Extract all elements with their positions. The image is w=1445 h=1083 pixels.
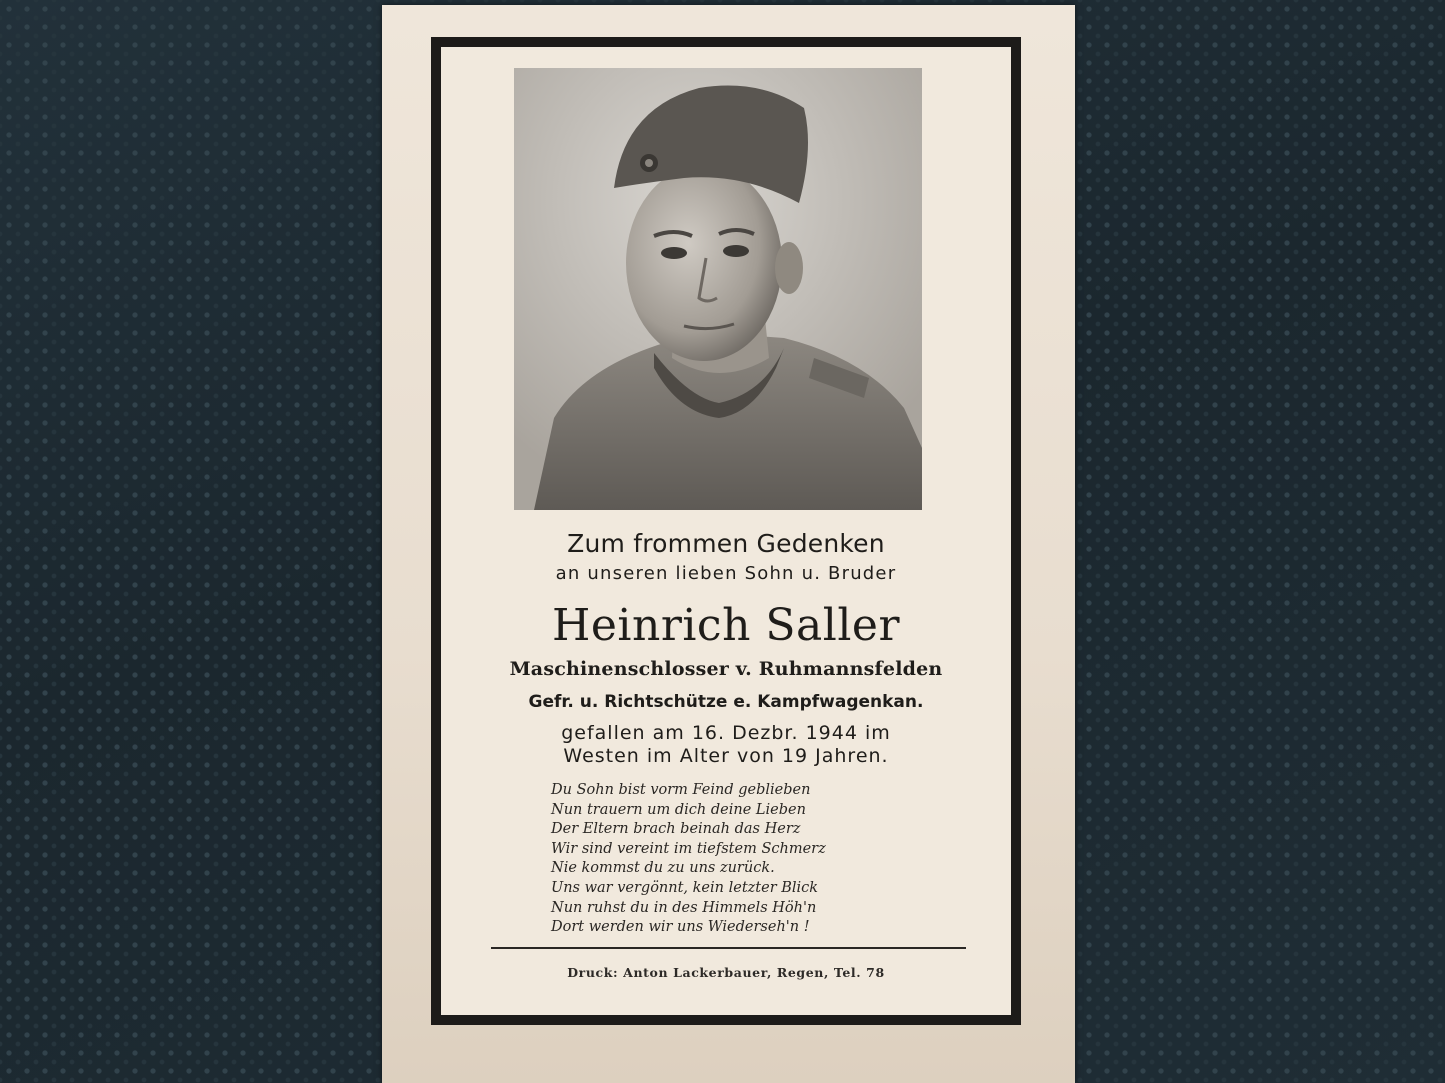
portrait-illustration: [514, 68, 922, 510]
black-mourning-border: [431, 37, 1021, 1025]
deceased-name: Heinrich Saller: [552, 600, 900, 651]
memorial-card: [382, 5, 1075, 1083]
death-line-1: gefallen am 16. Dezbr. 1944 im: [561, 722, 891, 744]
soldier-portrait-photo: [514, 68, 922, 510]
rank-line: Gefr. u. Richtschütze e. Kampfwagenkan.: [528, 692, 924, 712]
subheading: an unseren lieben Sohn u. Bruder: [555, 563, 897, 584]
heading: Zum frommen Gedenken: [567, 529, 885, 558]
poem-line: Nun ruhst du in des Himmels Höh'n: [551, 899, 817, 916]
divider-line: [491, 947, 966, 949]
poem-line: Nie kommst du zu uns zurück.: [551, 860, 775, 877]
printer-credit: Druck: Anton Lackerbauer, Regen, Tel. 78: [567, 965, 885, 980]
occupation-line: Maschinenschlosser v. Ruhmannsfelden: [509, 658, 943, 680]
poem-line: Der Eltern brach beinah das Herz: [551, 821, 801, 838]
poem-line: Wir sind vereint im tiefstem Schmerz: [551, 840, 826, 857]
poem-line: Dort werden wir uns Wiederseh'n !: [551, 919, 810, 936]
poem-line: Du Sohn bist vorm Feind geblieben: [551, 782, 811, 798]
poem-line: Uns war vergönnt, kein letzter Blick: [551, 879, 819, 896]
memorial-poem: [551, 781, 911, 938]
poem-line: Nun trauern um dich deine Lieben: [551, 801, 806, 818]
death-line-2: Westen im Alter von 19 Jahren.: [563, 745, 889, 767]
